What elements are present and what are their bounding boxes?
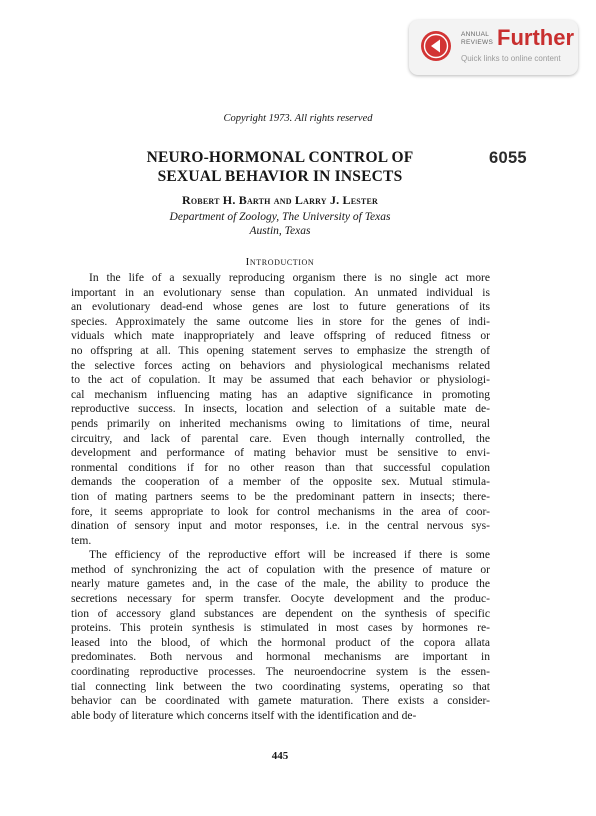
body-line: behavior can be coordinated with gamete maturation. There exists a consider- [71,695,490,708]
affiliation-line1: Department of Zoology, The University of Texas [169,211,391,223]
section-heading: Introduction [245,256,315,268]
body-line: secretions necessary for sperm transfer. Oocyte development and the produc- [71,593,490,606]
page-number: 445 [271,750,289,762]
body-text [71,271,490,723]
body-line: tion of mating partners seems to be the predominant pattern in insects; there- [71,490,490,503]
body-line: predominates. Both nervous and hormonal mechanisms are important in [71,651,490,664]
body-line: circuitry, and lack of parental care. Even though internally controlled, the [71,432,490,445]
affiliation [0,210,560,238]
copyright-notice: Copyright 1973. All rights reserved [223,113,373,124]
body-line: tion of accessory gland substances are dependent on the synthesis of specific [71,607,490,620]
body-line: coordinating reproductive processes. The neuroendocrine system is the essen- [71,666,490,679]
further-wordmark: Further [497,25,574,50]
body-line: development and performance of mating behavior must be sensitive to envi- [71,447,490,460]
body-line: important in an evolutionary sense than copulation. An unmated individual is [71,286,490,299]
brand-line2: REVIEWS [461,38,494,46]
title-line2: SEXUAL BEHAVIOR IN INSECTS [157,168,403,185]
body-line: demands the cooperation of a member of the opposite sex. Mutual stimula- [71,476,490,489]
title-line1: NEURO-HORMONAL CONTROL OF [146,149,414,166]
body-line: method of synchronizing the act of copulation with the presence of mature or [71,563,490,576]
banner-tagline[interactable]: Quick links to online content [461,54,561,63]
body-line: cal mechanism influencing mating has an adaptive significance in promoting [71,388,490,401]
body-line: tial connecting link between the two coordinating systems, operating so that [71,680,490,693]
body-line: to the act of copulation. It may be assumed that each behavior or physiologi- [71,374,490,387]
body-line: able body of literature which concerns itself with the identification and de- [71,709,417,722]
body-line: The efficiency of the reproductive effort will be increased if there is some [89,549,490,562]
body-line: pends primarily on inherited mechanisms owing to limitations of time, neural [71,417,490,430]
body-line: no offspring at all. This opening statement serves to emphasize the strength of [71,344,490,357]
affiliation-line2: Austin, Texas [249,225,311,237]
body-line: In the life of a sexually reproducing organism there is no single act more [89,272,490,284]
body-line: species. Approximately the same outcome lies in store for the genes of indi- [71,315,490,328]
body-line: the selective forces acting on behaviors and physiological mechanisms related [71,359,490,372]
body-line: ronmental conditions if for no other reason than that successful copulation [71,461,490,474]
body-line: dination of sensory input and motor responses, i.e. in the central nervous sys- [71,520,490,533]
body-line: proteins. This protein synthesis is stimulated in most cases by hormones re- [71,622,490,635]
further-banner[interactable] [409,20,578,75]
body-line: tem. [71,534,92,547]
article-title [0,148,560,186]
body-line: nearly mature gametes and, in the case of the male, the ability to produce the [71,578,490,591]
author-list: Robert H. Barth and Larry J. Lester [182,193,378,207]
body-line: leased into the blood, of which the hormonal product of the copora allata [71,636,490,649]
body-line: reproductive success. In insects, location and selection of a suitable mate de- [71,403,490,416]
page-code: 6055 [489,149,527,167]
body-line: viduals which mate inappropriately and leave offspring of reduced fitness or [71,330,490,343]
annual-reviews-logo [461,31,495,46]
body-line: an evolutionary dead-end whose genes are lost to future generations of its [71,301,490,314]
brand-line1: ANNUAL [461,31,490,38]
play-arrow-icon [420,30,452,62]
body-line: fore, it seems appropriate to look for control mechanisms in the area of coor- [71,505,490,518]
